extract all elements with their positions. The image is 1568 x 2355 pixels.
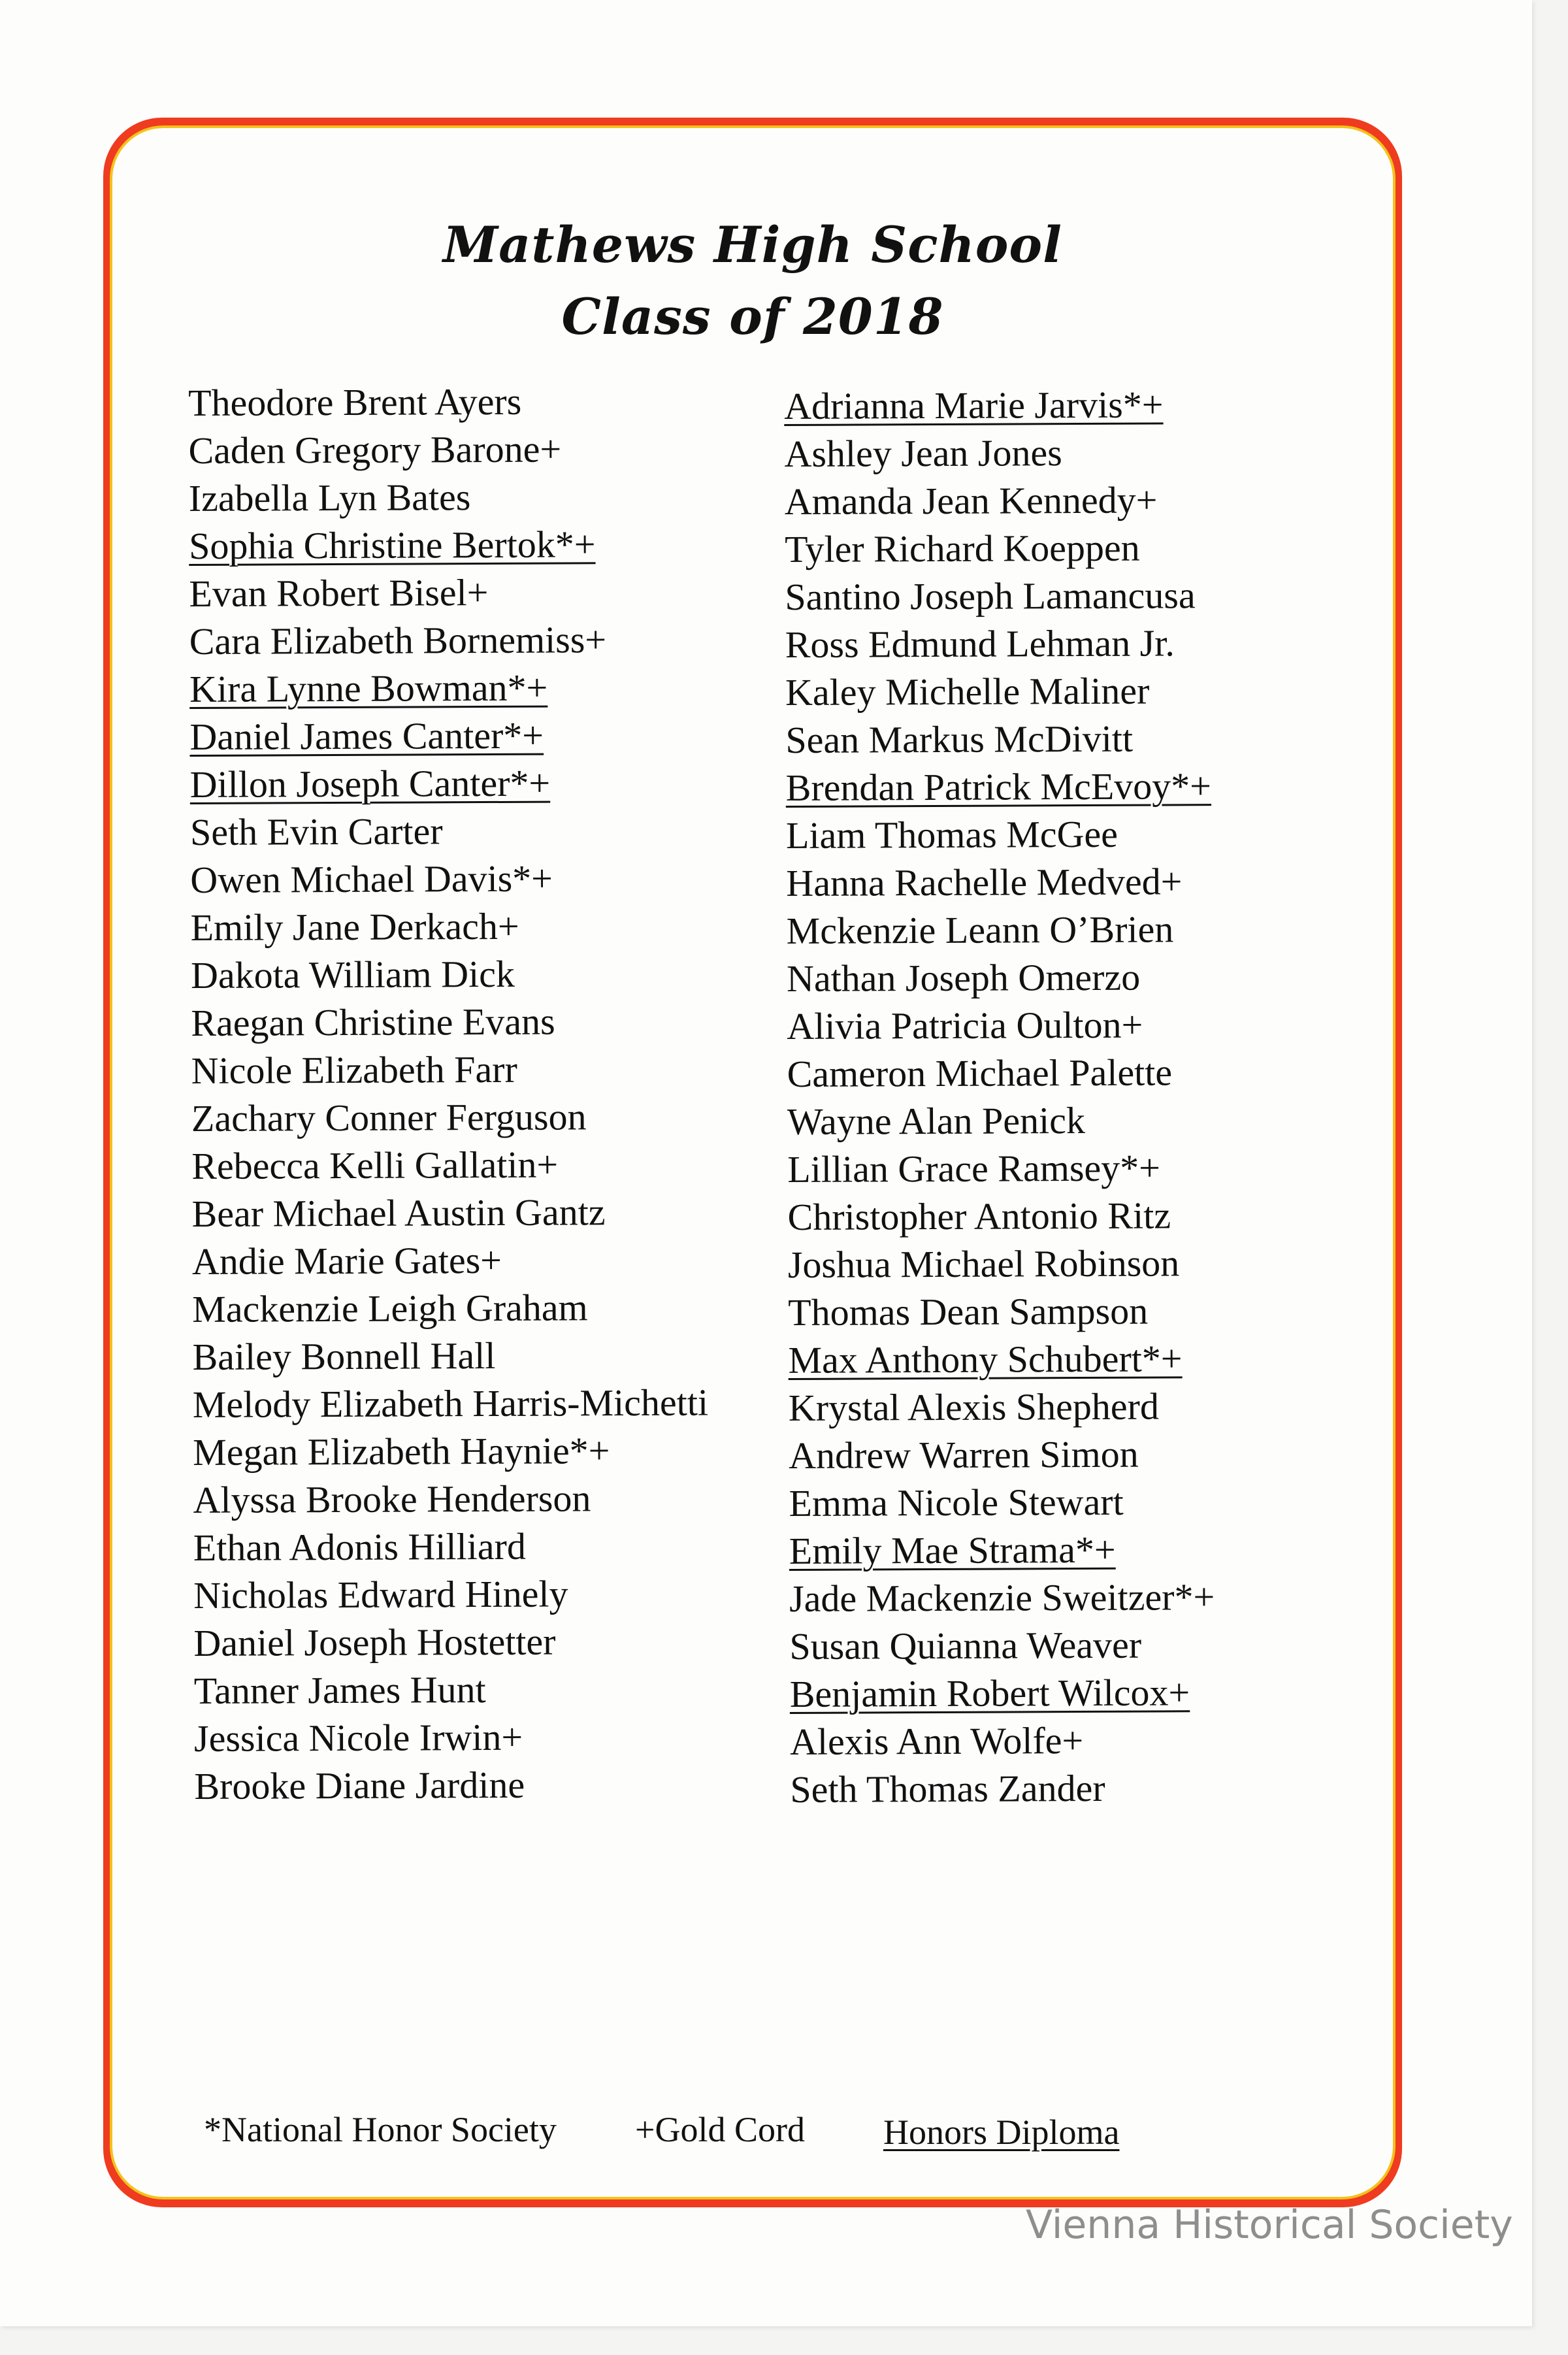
graduate-name-text: Zachary Conner Ferguson	[191, 1095, 587, 1140]
graduate-name	[790, 1716, 1216, 1766]
graduate-name	[787, 1144, 1213, 1193]
graduate-name-text: Nicholas Edward Hinely	[193, 1572, 568, 1617]
graduate-name-text: Joshua Michael Robinson	[787, 1242, 1180, 1286]
graduate-name-text: Cameron Michael Palette	[787, 1051, 1173, 1095]
graduate-list-left	[188, 377, 710, 1810]
graduate-name	[191, 997, 707, 1047]
graduate-name	[191, 902, 707, 951]
graduate-name	[190, 759, 706, 808]
graduate-name-text: Emily Jane Derkach+	[190, 904, 519, 949]
graduate-name	[191, 1045, 707, 1095]
graduate-name	[789, 1573, 1215, 1622]
graduate-name-text: Amanda Jean Kennedy+	[784, 478, 1158, 523]
graduate-name-text: Adrianna Marie Jarvis*+	[784, 383, 1164, 427]
graduate-name	[787, 1096, 1213, 1145]
graduate-name-text: Tanner James Hunt	[193, 1668, 486, 1712]
graduate-name-text: Sophia Christine Bertok*+	[188, 523, 596, 567]
graduate-name	[193, 1426, 709, 1476]
graduate-name	[191, 1093, 708, 1142]
graduate-name-text: Susan Quianna Weaver	[789, 1623, 1142, 1668]
graduate-name	[785, 523, 1211, 573]
graduate-name	[787, 1048, 1213, 1098]
graduate-name-text: Daniel Joseph Hostetter	[193, 1620, 556, 1664]
graduate-name	[788, 1239, 1214, 1289]
graduate-name	[194, 1713, 710, 1762]
graduate-name-text: Alexis Ann Wolfe+	[789, 1719, 1084, 1763]
graduate-name-text: Wayne Alan Penick	[787, 1098, 1086, 1143]
graduate-name-text: Brooke Diane Jardine	[194, 1763, 525, 1807]
graduate-name-text: Evan Robert Bisel+	[189, 570, 489, 615]
graduate-name-text: Max Anthony Schubert*+	[788, 1337, 1183, 1381]
graduate-name-text: Ashley Jean Jones	[784, 431, 1062, 475]
graduate-name	[192, 1283, 708, 1333]
graduate-name-text: Raegan Christine Evans	[191, 1000, 555, 1044]
graduate-name	[786, 810, 1212, 859]
graduate-name	[789, 1621, 1215, 1670]
graduate-name	[784, 380, 1210, 430]
graduate-name-text: Emma Nicole Stewart	[789, 1480, 1124, 1524]
graduate-name-text: Owen Michael Davis*+	[190, 857, 553, 901]
graduate-name	[785, 667, 1211, 716]
graduate-name-text: Alyssa Brooke Henderson	[193, 1477, 591, 1521]
legend-honors-diploma: Honors Diploma	[883, 2113, 1120, 2152]
graduate-name-text: Dakota William Dick	[190, 952, 515, 996]
graduate-name	[194, 1665, 710, 1715]
graduate-list-right	[784, 380, 1216, 1813]
graduate-name-text: Andrew Warren Simon	[789, 1432, 1139, 1477]
graduate-name-text: Benjamin Robert Wilcox+	[789, 1671, 1190, 1715]
graduate-name	[191, 1140, 708, 1190]
graduate-name	[787, 1000, 1213, 1050]
school-title: Mathews High School	[443, 216, 1062, 274]
graduate-name	[188, 377, 704, 427]
graduate-name	[785, 714, 1211, 764]
graduate-name	[192, 1331, 708, 1381]
graduate-name-text: Bailey Bonnell Hall	[192, 1334, 496, 1378]
graduate-name	[789, 1525, 1215, 1575]
graduate-name	[788, 1334, 1214, 1384]
graduate-name	[189, 472, 705, 522]
graduate-name-text: Jade Mackenzie Sweitzer*+	[789, 1575, 1215, 1620]
graduate-name	[787, 1191, 1213, 1241]
graduate-name-text: Thomas Dean Sampson	[788, 1289, 1149, 1334]
graduate-name-text: Dillon Joseph Canter*+	[189, 761, 551, 806]
graduate-name-text: Emily Mae Strama*+	[789, 1528, 1116, 1572]
graduate-name	[193, 1379, 709, 1428]
graduate-name	[790, 1668, 1216, 1718]
graduate-name	[189, 616, 706, 665]
graduate-name-text: Lillian Grace Ramsey*+	[787, 1146, 1161, 1191]
graduate-name-text: Christopher Antonio Ritz	[787, 1194, 1171, 1238]
graduate-name	[194, 1760, 710, 1810]
graduate-name-text: Rebecca Kelli Gallatin+	[191, 1143, 559, 1187]
graduate-name	[787, 905, 1213, 955]
graduate-name-text: Jessica Nicole Irwin+	[193, 1715, 523, 1760]
graduate-name-text: Liam Thomas McGee	[785, 812, 1119, 857]
graduate-name	[789, 1430, 1215, 1479]
graduate-name	[192, 1236, 708, 1285]
graduate-name	[189, 520, 705, 570]
graduate-name	[786, 762, 1212, 812]
graduate-name-text: Alivia Patricia Oulton+	[787, 1003, 1143, 1047]
graduate-name	[190, 854, 706, 904]
legend-national-honor-society: *National Honor Society	[204, 2110, 557, 2149]
watermark: Vienna Historical Society	[1026, 2202, 1513, 2248]
graduate-name-text: Mackenzie Leigh Graham	[192, 1286, 588, 1330]
graduate-name	[785, 619, 1211, 668]
graduate-name-text: Krystal Alexis Shepherd	[788, 1385, 1160, 1429]
graduate-name-text: Megan Elizabeth Haynie*+	[193, 1429, 610, 1474]
graduate-name-text: Theodore Brent Ayers	[188, 380, 522, 424]
graduate-name-text: Seth Thomas Zander	[790, 1766, 1105, 1811]
graduate-name-text: Ross Edmund Lehman Jr.	[785, 621, 1175, 666]
graduate-name	[193, 1570, 710, 1619]
graduate-name-text: Andie Marie Gates+	[191, 1238, 502, 1283]
graduate-name	[784, 428, 1210, 478]
graduate-name	[191, 1188, 708, 1238]
class-year-title: Class of 2018	[561, 288, 944, 346]
graduate-name	[789, 1477, 1215, 1527]
graduate-name	[788, 1287, 1214, 1336]
graduate-name	[789, 1382, 1215, 1432]
graduate-name	[786, 857, 1212, 907]
graduate-name	[193, 1617, 710, 1667]
graduate-name-text: Nathan Joseph Omerzo	[786, 955, 1141, 1000]
graduate-name-text: Bear Michael Austin Gantz	[191, 1191, 606, 1235]
graduate-name-text: Hanna Rachelle Medved+	[786, 860, 1183, 904]
graduate-name-text: Seth Evin Carter	[189, 810, 443, 853]
graduate-name	[193, 1474, 709, 1524]
graduate-name-text: Ethan Adonis Hilliard	[193, 1524, 527, 1569]
graduate-name	[785, 571, 1211, 621]
graduate-name	[790, 1764, 1216, 1813]
graduate-name-text: Mckenzie Leann O’Brien	[786, 908, 1174, 952]
graduate-name-text: Kira Lynne Bowman*+	[189, 666, 548, 710]
graduate-name-text: Caden Gregory Barone+	[188, 427, 562, 472]
graduate-name-text: Daniel James Canter*+	[189, 714, 544, 758]
graduate-name	[190, 806, 706, 856]
graduate-name	[191, 949, 707, 999]
graduate-name	[189, 568, 705, 618]
graduate-name	[188, 425, 704, 474]
graduate-name-text: Brendan Patrick McEvoy*+	[785, 765, 1212, 809]
graduate-name-text: Tyler Richard Koeppen	[784, 526, 1140, 570]
graduate-name-text: Santino Joseph Lamancusa	[785, 574, 1196, 618]
graduate-name	[189, 663, 706, 713]
graduate-name	[189, 711, 706, 761]
graduate-name	[785, 476, 1211, 525]
graduate-name-text: Melody Elizabeth Harris-Michetti	[192, 1381, 709, 1426]
graduate-name	[787, 953, 1213, 1002]
graduate-name	[193, 1522, 710, 1572]
graduate-name-text: Kaley Michelle Maliner	[785, 669, 1150, 714]
legend-gold-cord: +Gold Cord	[635, 2110, 805, 2149]
graduate-name-text: Nicole Elizabeth Farr	[191, 1047, 517, 1092]
graduate-name-text: Sean Markus McDivitt	[785, 717, 1134, 761]
graduate-name-text: Izabella Lyn Bates	[188, 476, 471, 519]
graduate-name-text: Cara Elizabeth Bornemiss+	[189, 618, 607, 663]
